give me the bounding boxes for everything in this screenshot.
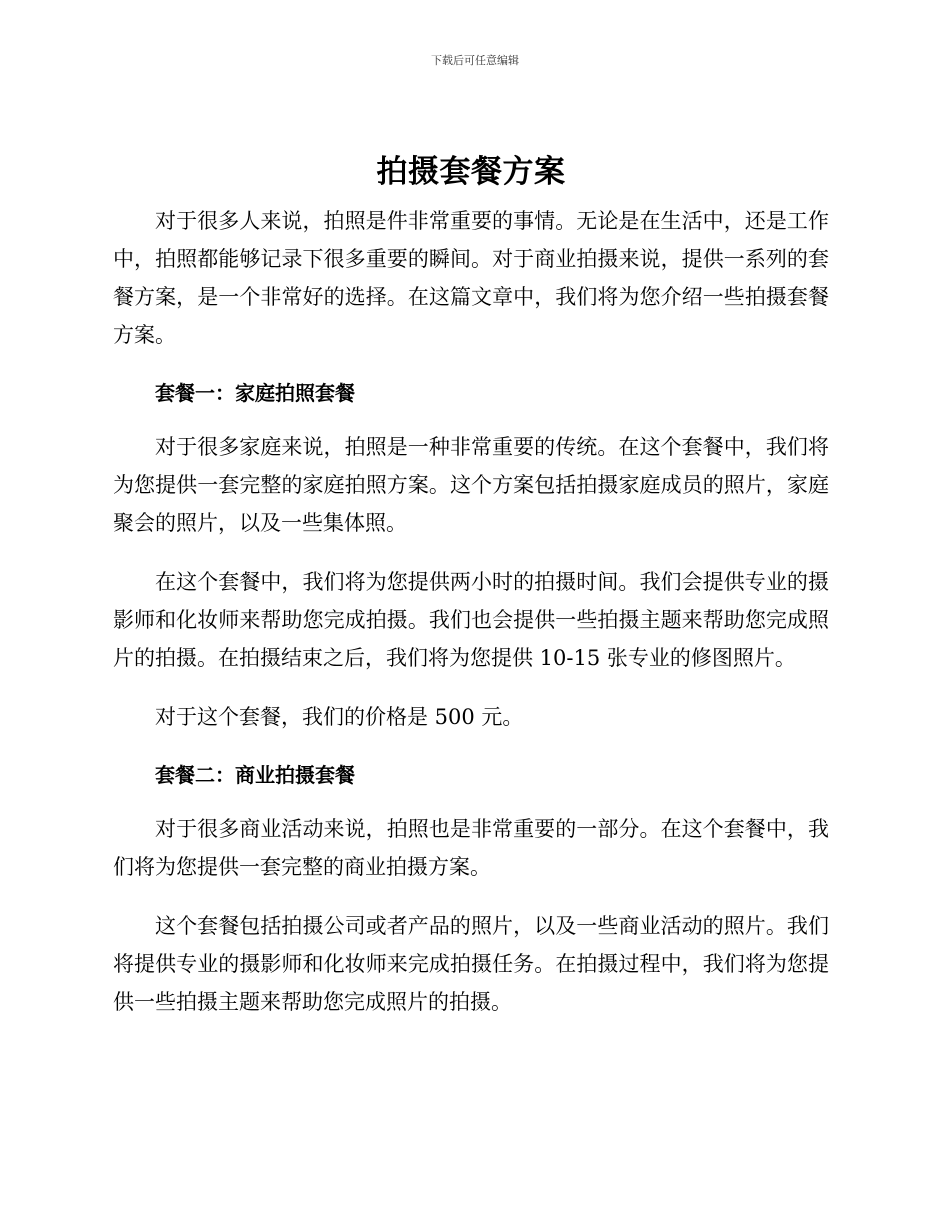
commercial-package-paragraph-2: 这个套餐包括拍摄公司或者产品的照片，以及一些商业活动的照片。我们将提供专业的摄影师和化妆师来完成拍摄任务。在拍摄过程中，我们将为您提供一些拍摄主题来帮助您完成照片的拍摄。 <box>113 914 829 1014</box>
section-heading-commercial-package: 套餐二：商业拍摄套餐 <box>155 763 355 787</box>
family-package-paragraph-1: 对于很多家庭来说，拍照是一种非常重要的传统。在这个套餐中，我们将为您提供一套完整的家庭拍照方案。这个方案包括拍摄家庭成员的照片，家庭聚会的照片，以及一些集体照。 <box>113 435 829 535</box>
family-package-paragraph-2: 在这个套餐中，我们将为您提供两小时的拍摄时间。我们会提供专业的摄影师和化妆师来帮助您完成拍摄。我们也会提供一些拍摄主题来帮助您完成照片的拍摄。在拍摄结束之后，我们将为您提供 10-15 张专业的修图照片。 <box>113 570 829 670</box>
family-package-price-paragraph: 对于这个套餐，我们的价格是 500 元。 <box>155 705 524 729</box>
intro-paragraph: 对于很多人来说，拍照是件非常重要的事情。无论是在生活中，还是工作中，拍照都能够记录下很多重要的瞬间。对于商业拍摄来说，提供一系列的套餐方案，是一个非常好的选择。在这篇文章中，我们将为您介绍一些拍摄套餐方案。 <box>113 209 829 347</box>
commercial-package-paragraph-1: 对于很多商业活动来说，拍照也是非常重要的一部分。在这个套餐中，我们将为您提供一套完整的商业拍摄方案。 <box>113 817 829 879</box>
header-note: 下载后可任意编辑 <box>431 54 519 67</box>
document-title: 拍摄套餐方案 <box>376 154 566 190</box>
section-heading-family-package: 套餐一：家庭拍照套餐 <box>155 381 355 405</box>
document-body <box>113 150 829 1042</box>
